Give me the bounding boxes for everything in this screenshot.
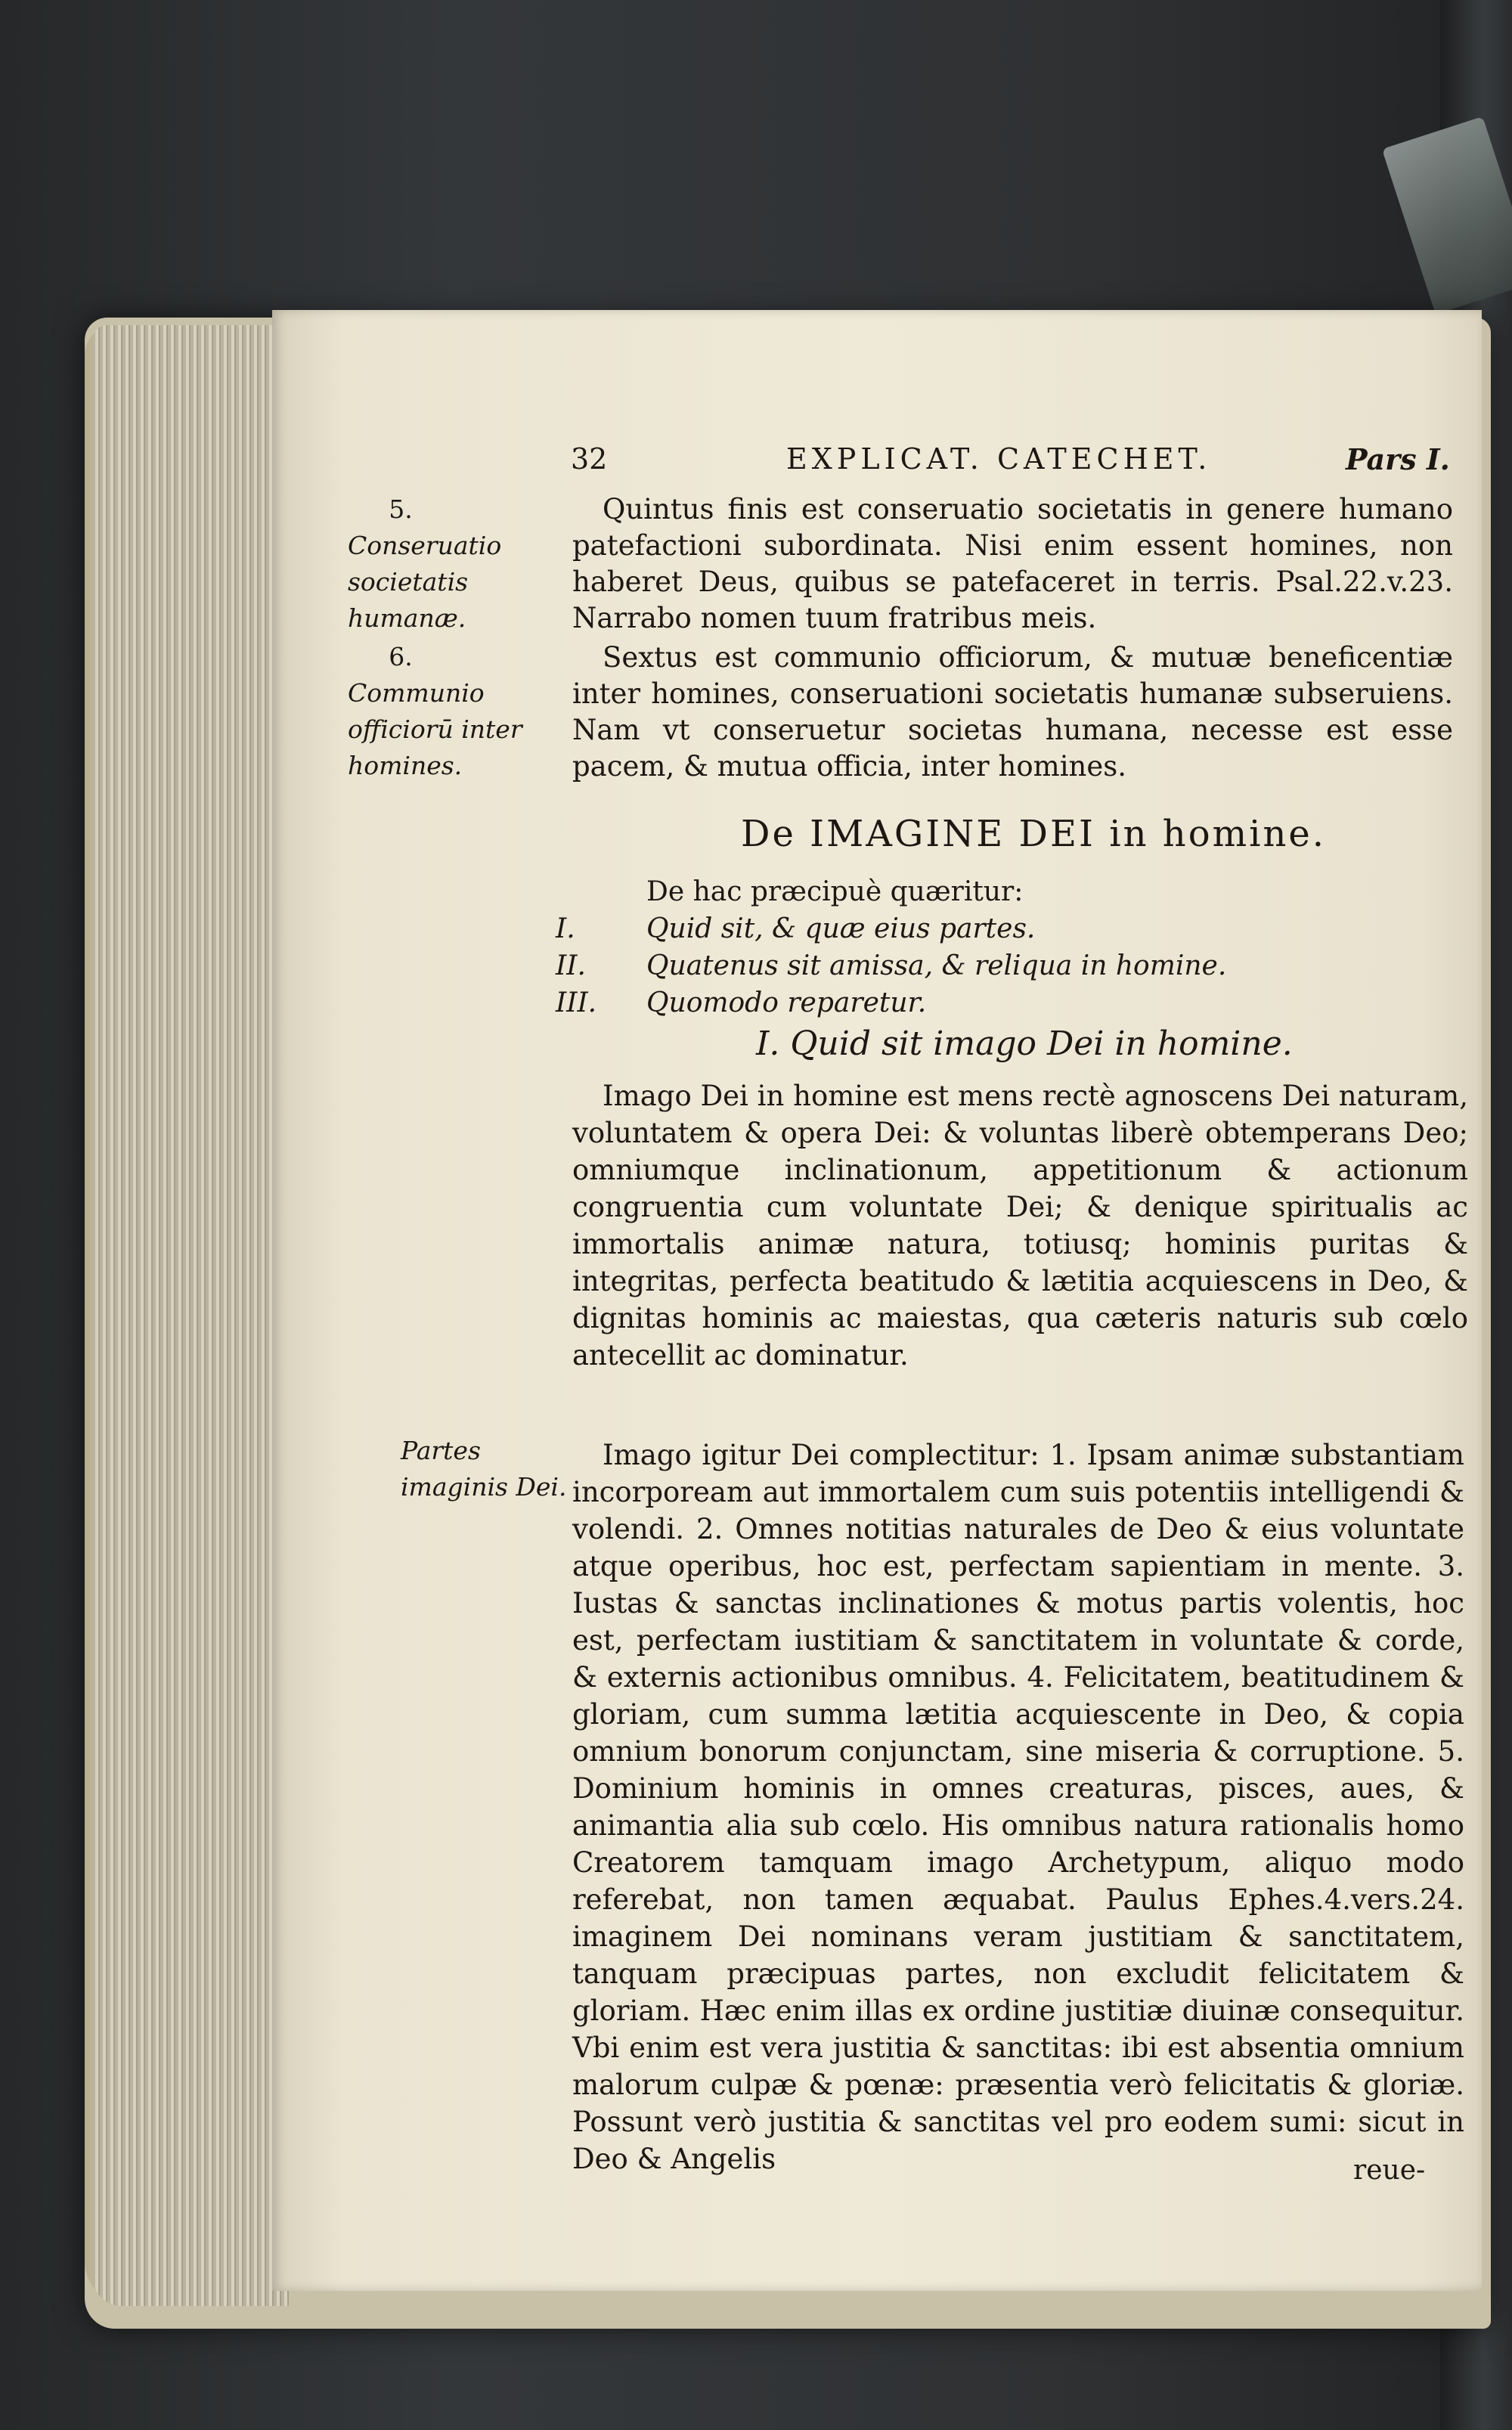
page-edges xyxy=(92,325,289,2306)
page-header xyxy=(272,442,1482,488)
question-item xyxy=(556,984,1226,1021)
definition-paragraph xyxy=(572,1077,1468,1374)
definition-text: Imago Dei in homine est mens rectè agnoscens Dei naturam, voluntatem & opera Dei: & voluntas liberè obtemperans Deo; omniumque inclinationum, appetitionum & actionum congruentia cum voluntate Dei; & denique spiritualis ac immortalis animæ natura, totiusq; hominis puritas & integritas, perfecta beatitudo & lætitia acquiescens in Deo, & dignitas hominis ac maiestas, qua cæteris naturis sub cœlo antecellit ac dominatur. xyxy=(572,1080,1468,1372)
components-text: Imago igitur Dei complectitur: 1. Ipsam animæ substantiam incorpoream aut immortalem cum suis potentiis intelligendi & volendi. 2. Omnes notitias naturales de Deo & eius voluntate atque operibus, hoc est, perfectam sapientiam in mente. 3. Iustas & sanctas inclinationes & motus partis volentis, hoc est, perfectam iustitiam & sanctitatem in voluntate & corde, & externis actionibus omnibus. 4. Felicitatem, beatitudinem & gloriam, cum summa lætitia acquiescente in Deo, & copia omnium bonorum conjunctam, sine miseria & corruptione. 5. Dominium hominis in omnes creaturas, pisces, aues, & animantia alia sub cœlo. His omnibus natura rationalis homo Creatorem tamquam imago Archetypum, aliquo modo referebat, non tamen æquabat. Paulus Ephes.4.vers.24. imaginem Dei nominans veram justitiam & sanctitatem, tanquam præcipuas partes, non excludit felicitatem & gloriam. Hæc enim illas ex ordine justitiæ diuinæ consequitur. Vbi enim est vera justitia & sanctitas: ibi est absentia omnium malorum culpæ & pœnæ: præsentia verò felicitatis & gloriæ. Possunt verò justitia & sanctitas vel pro eodem sumi: sicut in Deo & Angelis xyxy=(572,1439,1464,2175)
question-text: Quid sit, & quæ eius partes. xyxy=(646,913,1036,944)
margin-note-6 xyxy=(348,639,537,784)
components-paragraph xyxy=(572,1437,1464,2177)
question-list xyxy=(556,873,1226,1021)
paragraph-quintus: Quintus finis est conseruatio societatis in genere humano patefactioni subordinata. Nisi enim essent homines, non haberet Deus, quibus se patefaceret in terris. Psal.22.v.23. Narrabo nomen tuum fratribus meis. xyxy=(572,493,1453,634)
question-number: II. xyxy=(556,950,586,981)
body-text xyxy=(572,491,1453,785)
margin-note-text: Conseruatio societatis humanæ. xyxy=(348,531,502,633)
catchword: reue- xyxy=(1353,2155,1426,2186)
margin-note-partes: Partes imaginis Dei. xyxy=(401,1436,567,1502)
running-title: EXPLICAT. CATECHET. xyxy=(786,442,1212,476)
subheading: I. Quid sit imago Dei in homine. xyxy=(756,1024,1293,1063)
question-number: I. xyxy=(556,913,575,944)
question-item xyxy=(556,910,1226,947)
section-title: De IMAGINE DEI in homine. xyxy=(741,813,1327,855)
page-number: 32 xyxy=(571,442,608,476)
margin-note-number: 5. xyxy=(389,494,413,524)
paragraph-sextus: Sextus est communio officiorum, & mutuæ beneficentiæ inter homines, conseruationi societatis humanæ subseruiens. Nam vt conseruetur societas humana, necesse est esse pacem, & mutua officia, inter homines. xyxy=(572,641,1453,783)
question-item xyxy=(556,947,1226,984)
part-label: Pars I. xyxy=(1346,442,1450,476)
margin-note-number: 6. xyxy=(389,642,413,671)
book-page xyxy=(272,310,1482,2291)
question-text: Quomodo reparetur. xyxy=(646,987,927,1018)
margin-note-text: Communio officiorū inter homines. xyxy=(348,678,522,780)
question-text: Quatenus sit amissa, & reliqua in homine. xyxy=(646,950,1227,981)
question-number: III. xyxy=(556,987,597,1018)
question-intro: De hac præcipuè quæritur: xyxy=(646,876,1024,907)
margin-note-5 xyxy=(348,491,537,637)
